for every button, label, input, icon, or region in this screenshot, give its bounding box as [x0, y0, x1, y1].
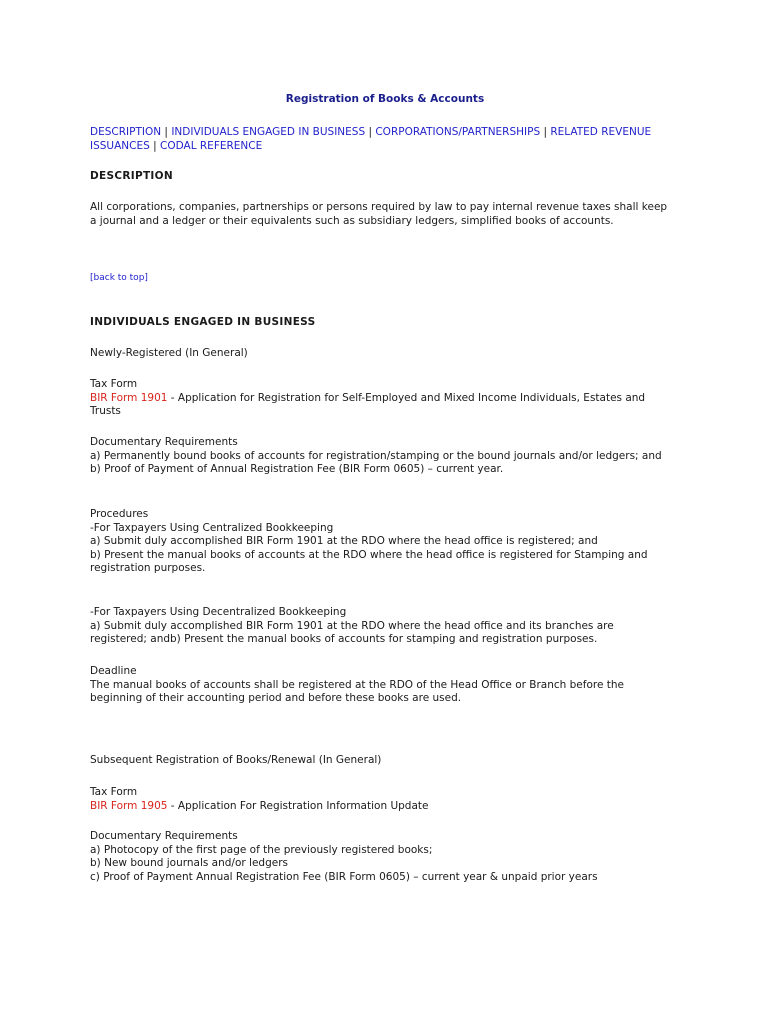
nav-link-corporations[interactable]: CORPORATIONS/PARTNERSHIPS [375, 126, 541, 138]
bir-form-1901-description: - Application for Registration for Self-Employed and Mixed Income Individuals, Estates and Trusts [90, 391, 646, 417]
centralized-step: b) Present the manual books of accounts at the RDO where the head office is registered for Stamping and registration purposes. [90, 548, 648, 574]
doc-req-item: b) Proof of Payment of Annual Registration Fee (BIR Form 0605) – current year. [90, 463, 504, 475]
description-heading: DESCRIPTION [90, 170, 173, 182]
back-to-top-link[interactable]: [back to top] [90, 273, 148, 283]
bir-form-1901-link[interactable]: BIR Form 1901 [90, 391, 168, 404]
nav-link-individuals[interactable]: INDIVIDUALS ENGAGED IN BUSINESS [171, 126, 366, 138]
doc-req-item: c) Proof of Payment Annual Registration Fee (BIR Form 0605) – current year & unpaid prior years [90, 870, 598, 883]
nav-separator: | [368, 126, 376, 138]
nav-separator: | [153, 140, 161, 152]
deadline-section [90, 665, 670, 706]
tax-form-label: Tax Form [90, 378, 138, 390]
centralized-label: -For Taxpayers Using Centralized Bookkeeping [90, 521, 334, 534]
subsequent-tax-form-section [90, 786, 670, 813]
tax-form-entry [90, 800, 670, 814]
subsequent-registration-subheading: Subsequent Registration of Books/Renewal (In General) [90, 754, 382, 766]
description-text: All corporations, companies, partnerships or persons required by law to pay internal revenue taxes shall keep a journal and a ledger or their equivalents such as subsidiary ledgers, simplified books of accounts. [90, 201, 668, 227]
doc-req-item: a) Permanently bound books of accounts for registration/stamping or the bound journals and/or ledgers; and [90, 449, 662, 462]
tax-form-label: Tax Form [90, 786, 138, 798]
deadline-text: The manual books of accounts shall be registered at the RDO of the Head Office or Branch before the beginning of their accounting period and before these books are used. [90, 678, 625, 704]
decentralized-procedures [90, 606, 670, 647]
doc-req-item: a) Photocopy of the first page of the previously registered books; [90, 843, 433, 856]
subsequent-doc-requirements [90, 830, 670, 884]
nav-link-description[interactable]: DESCRIPTION [90, 126, 162, 138]
bir-form-1905-link[interactable]: BIR Form 1905 [90, 799, 168, 812]
bir-form-1905-description: - Application For Registration Information Update [167, 799, 429, 812]
tax-form-entry [90, 392, 670, 419]
nav-separator: | [543, 126, 551, 138]
centralized-step: a) Submit duly accomplished BIR Form 1901 at the RDO where the head office is registered; and [90, 535, 598, 547]
nav-separator: | [164, 126, 172, 138]
decentralized-label: -For Taxpayers Using Decentralized Bookkeeping [90, 606, 347, 618]
nav-link-codal-reference[interactable]: CODAL REFERENCE [160, 140, 263, 152]
page-title: Registration of Books & Accounts [285, 93, 485, 105]
newly-doc-requirements [90, 436, 670, 477]
section-nav [90, 125, 660, 153]
newly-tax-form-section [90, 378, 670, 419]
nav-link-related-revenue[interactable]: RELATED REVENUE ISSUANCES [90, 126, 652, 152]
newly-registered-subheading: Newly-Registered (In General) [90, 347, 248, 359]
doc-req-item: b) New bound journals and/or ledgers [90, 857, 289, 869]
individuals-heading: INDIVIDUALS ENGAGED IN BUSINESS [90, 316, 316, 328]
centralized-procedures [90, 508, 670, 576]
doc-req-label: Documentary Requirements [90, 830, 238, 842]
deadline-label: Deadline [90, 665, 137, 677]
decentralized-steps: a) Submit duly accomplished BIR Form 1901 at the RDO where the head office and its branches are registered; andb) Present the manual books of accounts for stamping and registration purposes. [90, 619, 614, 645]
doc-req-label: Documentary Requirements [90, 436, 238, 448]
procedures-label: Procedures [90, 508, 149, 520]
